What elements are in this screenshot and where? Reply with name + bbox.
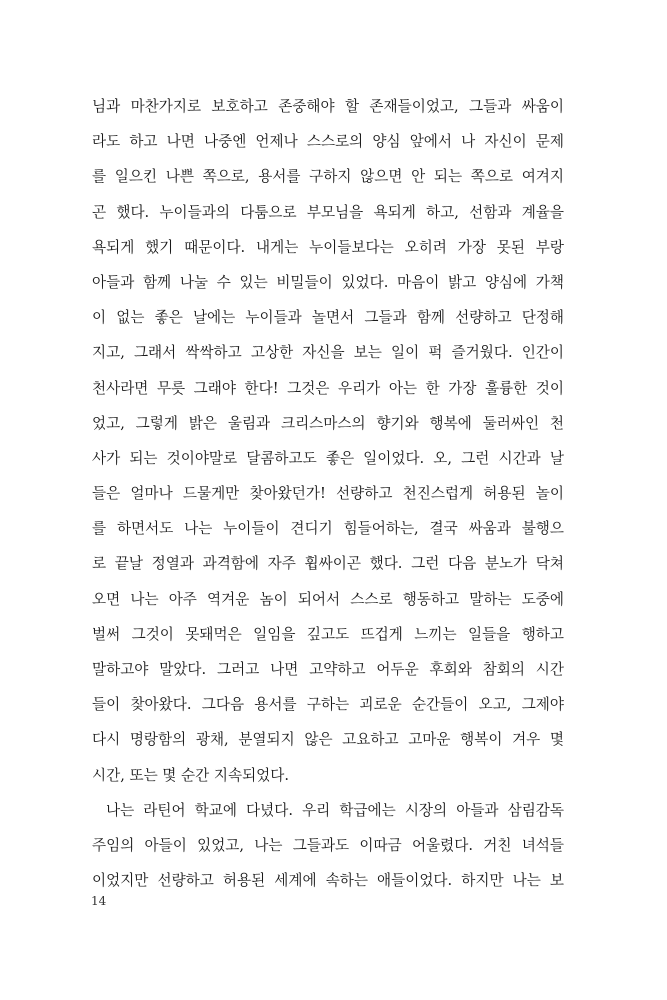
text-line: 아들과 함께 나눌 수 있는 비밀들이 있었다. 마음이 밝고 양심에 가책 <box>92 273 564 291</box>
text-line: 었고, 그렇게 밝은 울림과 크리스마스의 향기와 행복에 둘러싸인 천 <box>92 414 564 432</box>
text-line: 들이 찾아왔다. 그다음 용서를 구하는 괴로운 순간들이 오고, 그제야 <box>92 696 564 714</box>
paragraph-first-line: 나는 라틴어 학교에 다녔다. 우리 학급에는 시장의 아들과 삼림감독 <box>106 801 564 819</box>
text-line: 곤 했다. 누이들과의 다툼으로 부모님을 욕되게 하고, 선함과 계율을 <box>92 203 564 221</box>
text-line: 를 일으킨 나쁜 쪽으로, 용서를 구하지 않으면 안 되는 쪽으로 여겨지 <box>92 168 564 186</box>
text-line: 벌써 그것이 못돼먹은 일임을 깊고도 뜨겁게 느끼는 일들을 행하고 <box>92 625 564 643</box>
body-text <box>92 89 564 898</box>
text-line: 주임의 아들이 있었고, 나는 그들과도 이따금 어울렸다. 거친 녀석들 <box>92 836 564 854</box>
text-line: 천사라면 무릇 그래야 한다! 그것은 우리가 아는 한 가장 훌륭한 것이 <box>92 379 564 397</box>
text-line: 사가 되는 것이야말로 달콤하고도 좋은 일이었다. 오, 그런 시간과 날 <box>92 449 564 467</box>
paragraph-last-line: 시간, 또는 몇 순간 지속되었다. <box>92 766 290 784</box>
page-number: 14 <box>91 894 107 908</box>
text-line: 욕되게 했기 때문이다. 내게는 누이들보다는 오히려 가장 못된 부랑 <box>92 238 564 256</box>
text-line: 이었지만 선량하고 허용된 세계에 속하는 애들이었다. 하지만 나는 보 <box>92 872 564 890</box>
text-line: 라도 하고 나면 나중엔 언제나 스스로의 양심 앞에서 나 자신이 문제 <box>92 133 564 151</box>
text-line: 다시 명랑함의 광채, 분열되지 않은 고요하고 고마운 행복이 겨우 몇 <box>92 731 564 749</box>
text-line: 님과 마찬가지로 보호하고 존중해야 할 존재들이었고, 그들과 싸움이 <box>92 98 564 115</box>
text-line: 로 끝날 정열과 과격함에 자주 휩싸이곤 했다. 그런 다음 분노가 닥쳐 <box>92 555 564 573</box>
text-line: 오면 나는 아주 역겨운 놈이 되어서 스스로 행동하고 말하는 도중에 <box>92 590 564 608</box>
text-line: 지고, 그래서 싹싹하고 고상한 자신을 보는 일이 퍽 즐거웠다. 인간이 <box>92 344 564 362</box>
text-line: 말하고야 말았다. 그러고 나면 고약하고 어두운 후회와 참회의 시간 <box>92 661 564 678</box>
text-line: 들은 얼마나 드물게만 찾아왔던가! 선량하고 천진스럽게 허용된 놀이 <box>92 485 564 503</box>
text-line: 를 하면서도 나는 누이들이 견디기 힘들어하는, 결국 싸움과 불행으 <box>92 520 564 538</box>
text-line: 이 없는 좋은 날에는 누이들과 놀면서 그들과 함께 선량하고 단정해 <box>92 309 564 327</box>
